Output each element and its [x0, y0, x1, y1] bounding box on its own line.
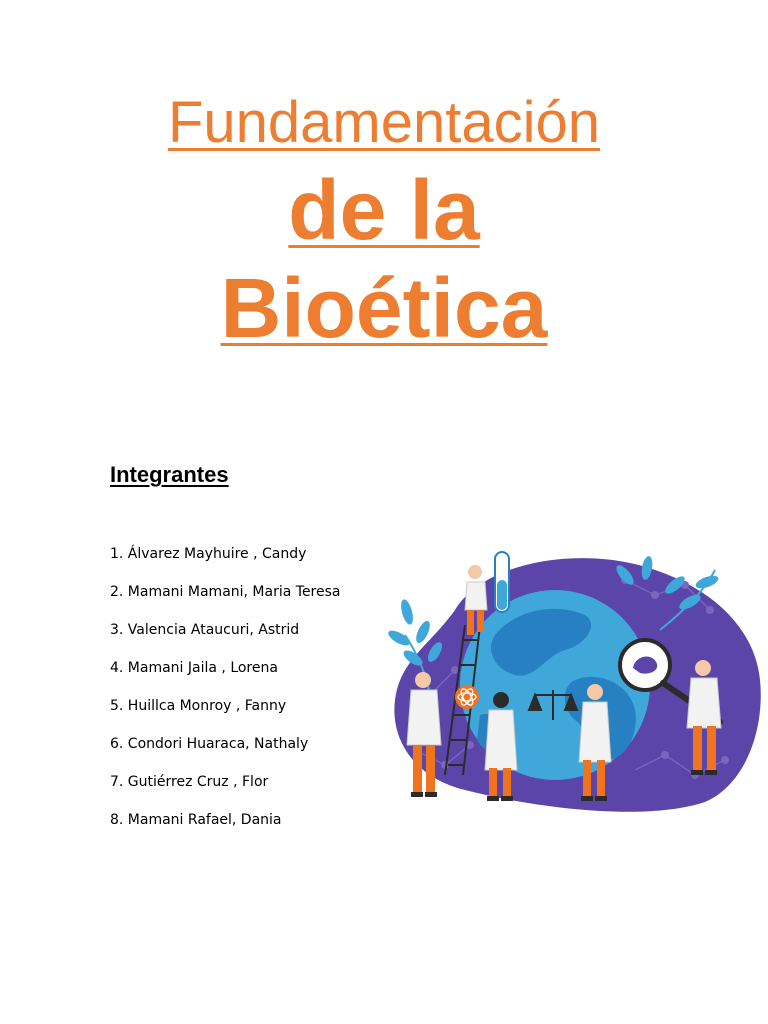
bioethics-illustration: [385, 540, 765, 815]
title-line-3: Bioética: [220, 261, 548, 355]
member-item: 7. Gutiérrez Cruz , Flor: [110, 774, 269, 790]
test-tube-icon: [495, 552, 509, 612]
member-item: 2. Mamani Mamani, Maria Teresa: [110, 584, 341, 600]
title-line-1: Fundamentación: [167, 90, 601, 155]
member-item: 1. Álvarez Mayhuire , Candy: [110, 546, 307, 562]
member-item: 3. Valencia Ataucuri, Astrid: [110, 622, 300, 638]
member-item: 5. Huillca Monroy , Fanny: [110, 698, 287, 714]
members-list: [110, 541, 341, 845]
members-heading: Integrantes: [110, 462, 229, 487]
title-line-2: de la: [288, 163, 480, 257]
atom-icon: [455, 685, 479, 709]
member-item: 6. Condori Huaraca, Nathaly: [110, 736, 309, 752]
member-item: 8. Mamani Rafael, Dania: [110, 812, 282, 828]
member-item: 4. Mamani Jaila , Lorena: [110, 660, 278, 676]
